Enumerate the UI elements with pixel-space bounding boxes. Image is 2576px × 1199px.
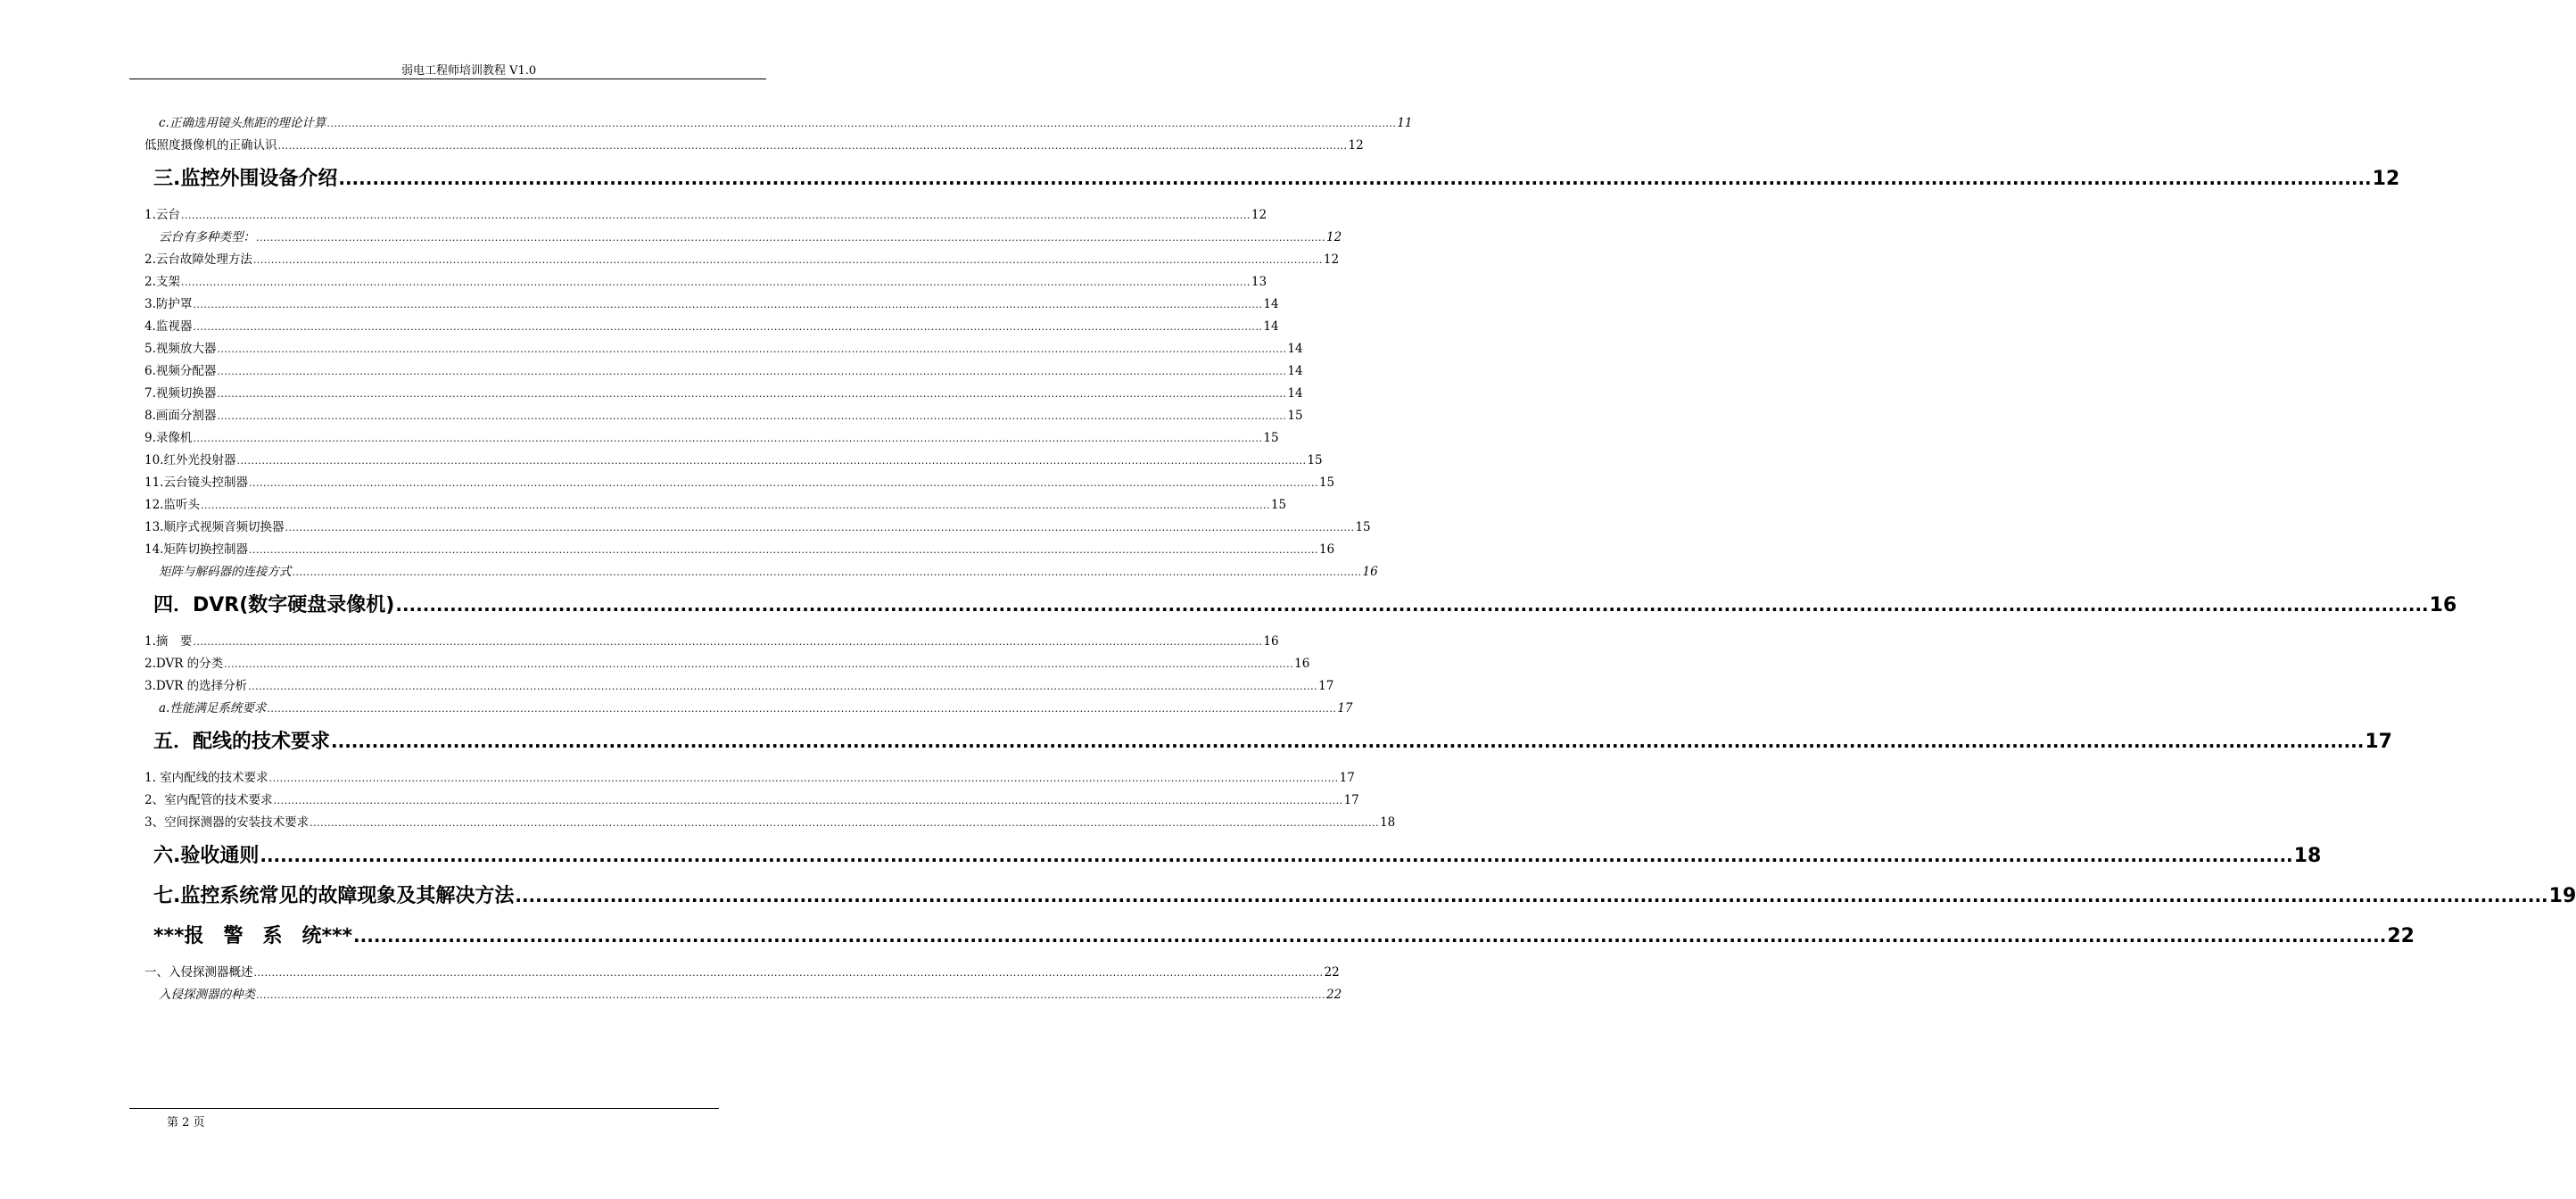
toc-entry-page: 22 xyxy=(1324,965,1340,980)
toc-entry-page: 22 xyxy=(1325,988,1342,1002)
toc-entry[interactable] xyxy=(144,450,1323,472)
toc-entry-label: 12.监听头 xyxy=(144,498,200,512)
toc-entry-page: 15 xyxy=(1270,498,1287,512)
toc-entry[interactable] xyxy=(144,767,1355,790)
toc-entry[interactable] xyxy=(144,517,1371,539)
toc-entry-page: 14 xyxy=(1287,342,1303,356)
toc-entry[interactable] xyxy=(144,135,1364,157)
dot-leader: ............................................................................................................................................................................................................................................................................................................ xyxy=(193,433,1263,444)
page-header xyxy=(129,61,766,79)
toc-entry[interactable] xyxy=(144,112,1413,135)
toc-entry-label: 一、入侵探测器概述 xyxy=(144,965,253,980)
toc-entry[interactable] xyxy=(144,561,1378,583)
dot-leader: ............................................................................................................................................................................................................................................................................................................ xyxy=(260,845,2293,866)
toc-entry-label: 4.监视器 xyxy=(144,319,193,334)
toc-entry-page: 16 xyxy=(1263,634,1279,649)
dot-leader: ............................................................................................................................................................................................................................................................................................................ xyxy=(248,477,1318,489)
toc-entry-label: 2.云台故障处理方法 xyxy=(144,252,252,267)
toc-entry[interactable] xyxy=(144,698,1353,720)
toc-entry-page: 16 xyxy=(1294,657,1310,671)
toc-entry-label: 13.顺序式视频音频切换器 xyxy=(144,520,285,534)
toc-entry-label: 1. 室内配线的技术要求 xyxy=(144,771,268,785)
toc-entry-label: 六.验收通则 xyxy=(153,845,260,867)
toc-entry-label: 低照度摄像机的正确认识 xyxy=(144,138,277,153)
toc-entry-page: 22 xyxy=(2387,925,2415,947)
header-title: 弱电工程师培训教程 V1.0 xyxy=(401,64,537,78)
toc-entry-page: 15 xyxy=(1355,520,1371,534)
toc-entry-label: 矩阵与解码器的连接方式 xyxy=(159,565,292,579)
toc-entry[interactable] xyxy=(144,249,1340,271)
toc-entry-label: 1.云台 xyxy=(144,208,180,222)
toc-entry-page: 12 xyxy=(1251,208,1267,222)
dot-leader: ............................................................................................................................................................................................................................................................................................................ xyxy=(331,731,2365,752)
toc-entry-page: 14 xyxy=(1287,364,1303,378)
toc-entry[interactable] xyxy=(144,383,1303,405)
toc-entry-page: 14 xyxy=(1287,386,1303,401)
dot-leader: ............................................................................................................................................................................................................................................................................................................ xyxy=(277,140,1348,152)
toc-entry-label: ***报 警 系 统*** xyxy=(153,925,353,947)
toc-entry-page: 18 xyxy=(2293,845,2322,867)
dot-leader: ............................................................................................................................................................................................................................................................................................................ xyxy=(353,925,2387,947)
toc-entry-page: 17 xyxy=(1337,701,1353,715)
dot-leader: ............................................................................................................................................................................................................................................................................................................ xyxy=(326,118,1397,129)
dot-leader: ............................................................................................................................................................................................................................................................................................................ xyxy=(248,681,1318,692)
toc-entry[interactable] xyxy=(144,338,1303,360)
toc-entry-label: 三.监控外围设备介绍 xyxy=(153,168,338,190)
toc-entry-page: 15 xyxy=(1307,453,1323,467)
toc-entry-page: 16 xyxy=(1318,542,1335,557)
toc-entry-page: 17 xyxy=(1339,771,1355,785)
page-number: 第 2 页 xyxy=(167,1116,205,1129)
dot-leader: ............................................................................................................................................................................................................................................................................................................ xyxy=(253,967,1324,979)
toc-entry-page: 12 xyxy=(1323,252,1340,267)
toc-entry-page: 13 xyxy=(1251,275,1267,289)
toc-entry-label: 3、空间探测器的安装技术要求 xyxy=(144,815,310,830)
toc-heading[interactable] xyxy=(144,922,2415,951)
toc-heading[interactable] xyxy=(144,841,2322,871)
toc-entry[interactable] xyxy=(144,653,1310,675)
dot-leader: ............................................................................................................................................................................................................................................................................................................ xyxy=(252,254,1323,266)
toc-entry-label: c.正确选用镜头焦距的理论计算 xyxy=(159,116,326,130)
toc-entry-page: 17 xyxy=(1318,679,1334,693)
toc-entry[interactable] xyxy=(144,790,1359,812)
dot-leader: ............................................................................................................................................................................................................................................................................................................ xyxy=(267,703,1337,715)
toc-entry-page: 15 xyxy=(1318,475,1335,490)
toc-entry-label: 9.录像机 xyxy=(144,431,193,445)
toc-entry[interactable] xyxy=(144,427,1279,450)
dot-leader: ............................................................................................................................................................................................................................................................................................................ xyxy=(224,658,1294,670)
toc-heading[interactable] xyxy=(144,881,2576,911)
dot-leader: ............................................................................................................................................................................................................................................................................................................ xyxy=(292,566,1362,578)
toc-heading[interactable] xyxy=(144,727,2392,757)
toc-entry[interactable] xyxy=(144,294,1279,316)
toc-entry-label: 3.防护罩 xyxy=(144,297,193,311)
toc-entry-label: 入侵探测器的种类 xyxy=(159,988,255,1002)
toc-entry-page: 17 xyxy=(1343,793,1359,807)
toc-entry-label: 2.支架 xyxy=(144,275,180,289)
table-of-contents xyxy=(144,112,2576,1006)
toc-entry[interactable] xyxy=(144,316,1279,338)
toc-entry[interactable] xyxy=(144,812,1396,834)
toc-entry[interactable] xyxy=(144,494,1287,517)
toc-entry[interactable] xyxy=(144,472,1335,494)
toc-entry-page: 12 xyxy=(2372,168,2400,190)
toc-entry[interactable] xyxy=(144,962,1340,984)
toc-entry[interactable] xyxy=(144,405,1303,427)
dot-leader: ............................................................................................................................................................................................................................................................................................................ xyxy=(285,522,1355,533)
dot-leader: ............................................................................................................................................................................................................................................................................................................ xyxy=(248,544,1318,556)
toc-entry-page: 14 xyxy=(1263,319,1279,334)
toc-entry-label: 8.画面分割器 xyxy=(144,409,217,423)
toc-entry-page: 16 xyxy=(2429,594,2457,616)
dot-leader: ............................................................................................................................................................................................................................................................................................................ xyxy=(180,210,1251,221)
toc-entry[interactable] xyxy=(144,204,1267,227)
toc-entry-page: 15 xyxy=(1287,409,1303,423)
toc-heading[interactable] xyxy=(144,164,2400,194)
toc-heading[interactable] xyxy=(144,591,2457,620)
toc-entry[interactable] xyxy=(144,984,1342,1006)
toc-entry-label: 11.云台镜头控制器 xyxy=(144,475,248,490)
dot-leader: ............................................................................................................................................................................................................................................................................................................ xyxy=(236,455,1307,467)
dot-leader: ............................................................................................................................................................................................................................................................................................................ xyxy=(200,500,1270,511)
toc-entry-label: 6.视频分配器 xyxy=(144,364,217,378)
toc-entry[interactable] xyxy=(144,675,1334,698)
toc-entry[interactable] xyxy=(144,360,1303,383)
toc-entry-label: a.性能满足系统要求 xyxy=(159,701,267,715)
toc-entry-label: 五．配线的技术要求 xyxy=(153,731,331,753)
toc-entry-label: 1.摘 要 xyxy=(144,634,193,649)
dot-leader: ............................................................................................................................................................................................................................................................................................................ xyxy=(395,594,2429,616)
dot-leader: ............................................................................................................................................................................................................................................................................................................ xyxy=(217,410,1287,422)
toc-entry-page: 12 xyxy=(1348,138,1364,153)
toc-entry-label: 七.监控系统常见的故障现象及其解决方法 xyxy=(153,885,515,907)
dot-leader: ............................................................................................................................................................................................................................................................................................................ xyxy=(217,388,1287,400)
dot-leader: ............................................................................................................................................................................................................................................................................................................ xyxy=(273,795,1343,806)
toc-entry-label: 2、室内配管的技术要求 xyxy=(144,793,273,807)
toc-entry[interactable] xyxy=(144,539,1335,561)
dot-leader: ............................................................................................................................................................................................................................................................................................................ xyxy=(193,636,1263,648)
toc-entry-page: 12 xyxy=(1325,230,1342,244)
toc-entry-label: 5.视频放大器 xyxy=(144,342,217,356)
toc-entry[interactable] xyxy=(144,227,1342,249)
toc-entry-page: 16 xyxy=(1362,565,1378,579)
toc-entry-label: 14.矩阵切换控制器 xyxy=(144,542,248,557)
dot-leader: ............................................................................................................................................................................................................................................................................................................ xyxy=(268,773,1339,784)
dot-leader: ............................................................................................................................................................................................................................................................................................................ xyxy=(180,277,1251,288)
toc-entry[interactable] xyxy=(144,631,1279,653)
toc-entry-label: 10.红外光投射器 xyxy=(144,453,236,467)
dot-leader: ............................................................................................................................................................................................................................................................................................................ xyxy=(256,232,1325,244)
dot-leader: ............................................................................................................................................................................................................................................................................................................ xyxy=(193,321,1263,333)
toc-entry-label: 2.DVR 的分类 xyxy=(144,657,224,671)
dot-leader: ............................................................................................................................................................................................................................................................................................................ xyxy=(310,817,1380,829)
toc-entry-page: 11 xyxy=(1397,116,1413,130)
toc-entry-page: 14 xyxy=(1263,297,1279,311)
footer-divider xyxy=(129,1108,719,1109)
toc-entry-page: 17 xyxy=(2365,731,2392,753)
dot-leader: ............................................................................................................................................................................................................................................................................................................ xyxy=(217,366,1287,377)
toc-entry-page: 18 xyxy=(1380,815,1396,830)
dot-leader: ............................................................................................................................................................................................................................................................................................................ xyxy=(217,343,1287,355)
dot-leader: ............................................................................................................................................................................................................................................................................................................ xyxy=(193,299,1263,310)
toc-entry-label: 7.视频切换器 xyxy=(144,386,217,401)
dot-leader: ............................................................................................................................................................................................................................................................................................................ xyxy=(256,989,1325,1001)
toc-entry[interactable] xyxy=(144,271,1267,294)
toc-entry-label: 云台有多种类型： xyxy=(159,230,255,244)
toc-entry-label: 3.DVR 的选择分析 xyxy=(144,679,248,693)
dot-leader: ............................................................................................................................................................................................................................................................................................................ xyxy=(338,168,2372,189)
toc-entry-label: 四．DVR(数字硬盘录像机) xyxy=(153,594,395,616)
toc-entry-page: 15 xyxy=(1263,431,1279,445)
toc-entry-page: 19 xyxy=(2548,885,2576,907)
dot-leader: ............................................................................................................................................................................................................................................................................................................ xyxy=(515,885,2548,906)
